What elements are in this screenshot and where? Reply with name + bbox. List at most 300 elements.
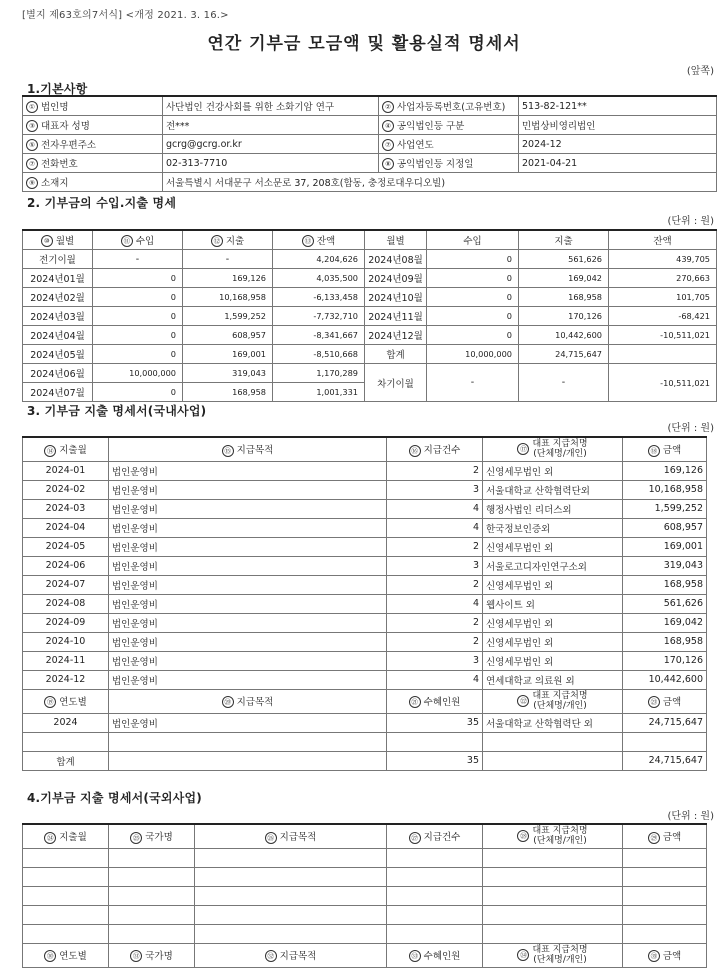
- info-row: [23, 96, 717, 116]
- item-number-icon: ㉛: [130, 950, 142, 962]
- info-label: [23, 116, 163, 135]
- item-number-icon: ⑪: [121, 235, 133, 247]
- header-label: 수혜인원: [423, 696, 461, 708]
- item-number-icon: ⑨: [26, 177, 38, 189]
- header-label: 대표 지급처명: [532, 826, 588, 837]
- header-sublabel: (단체명/개인): [533, 701, 587, 711]
- expense-cell: 169,042: [519, 269, 609, 288]
- balance-cell: 439,705: [609, 250, 717, 269]
- table-row: [23, 651, 707, 670]
- count-cell: 4: [387, 499, 483, 518]
- header-row: [23, 437, 707, 461]
- column-header: [109, 437, 387, 461]
- column-header: [109, 824, 195, 848]
- item-number-icon: ⑧: [382, 158, 394, 170]
- item-number-icon: ①: [26, 101, 38, 113]
- label-text: 전화번호: [41, 158, 78, 170]
- month-cell: 2024년02월: [23, 288, 93, 307]
- expense-cell: 170,126: [519, 307, 609, 326]
- payee-cell: 신영세무법인 외: [483, 537, 623, 556]
- column-header: [387, 689, 483, 713]
- month-cell: 2024-08: [23, 594, 109, 613]
- month-cell: 2024-01: [23, 461, 109, 480]
- header-label: 월별: [386, 236, 405, 247]
- payee-cell: 웹사이트 외: [483, 594, 623, 613]
- table-row: [23, 537, 707, 556]
- column-header: [623, 689, 707, 713]
- header-label: 수혜인원: [423, 950, 461, 962]
- empty-row: [23, 924, 707, 943]
- item-number-icon: ⑯: [409, 445, 421, 457]
- amount-cell: 319,043: [623, 556, 707, 575]
- month-cell: 2024년12월: [365, 326, 427, 345]
- item-number-icon: ㉜: [265, 950, 277, 962]
- info-row: [23, 116, 717, 135]
- header-label: 연도별: [59, 950, 87, 962]
- section3-title: 3. 기부금 지출 명세서(국내사업): [27, 404, 207, 418]
- header-label: 대표 지급처명: [532, 945, 588, 955]
- item-number-icon: ③: [26, 120, 38, 132]
- item-number-icon: ⑫: [211, 235, 223, 247]
- month-cell: 2024년07월: [23, 383, 93, 402]
- amount-cell: 1,599,252: [623, 499, 707, 518]
- balance-cell: -68,421: [609, 307, 717, 326]
- month-cell: 합계: [365, 345, 427, 364]
- header-label: 지급목적: [236, 445, 274, 456]
- empty-row: [23, 886, 707, 905]
- label-text: 공익법인등 지정일: [397, 158, 474, 170]
- balance-cell: 1,001,331: [273, 383, 365, 402]
- column-header: [623, 824, 707, 848]
- overseas-expense-table: [22, 823, 707, 968]
- header-label: 국가명: [145, 950, 173, 962]
- header-row: [23, 230, 717, 250]
- table-row: [23, 326, 717, 345]
- amount-cell: 24,715,647: [623, 713, 707, 732]
- item-number-icon: ㉕: [130, 832, 142, 844]
- amount-cell: 10,168,958: [623, 480, 707, 499]
- header-label: 국가명: [145, 832, 173, 843]
- carry-expense: -: [519, 364, 609, 402]
- month-cell: 2024년11월: [365, 307, 427, 326]
- column-header: [195, 943, 387, 967]
- purpose-cell: 법인운영비: [109, 670, 387, 689]
- count-cell: 2: [387, 575, 483, 594]
- balance-cell: [609, 345, 717, 364]
- amount-cell: 10,442,600: [623, 670, 707, 689]
- item-number-icon: ㉔: [44, 832, 56, 844]
- expense-cell: 319,043: [183, 364, 273, 383]
- expense-cell: 10,168,958: [183, 288, 273, 307]
- count-cell: 4: [387, 670, 483, 689]
- carry-income: -: [427, 364, 519, 402]
- header-label: 금액: [662, 445, 682, 456]
- balance-cell: 4,204,626: [273, 250, 365, 269]
- info-label: [379, 154, 519, 173]
- purpose-cell: 법인운영비: [109, 651, 387, 670]
- count-cell: 3: [387, 556, 483, 575]
- item-number-icon: ⑰: [517, 443, 529, 455]
- table-row: [23, 288, 717, 307]
- balance-cell: -8,341,667: [273, 326, 365, 345]
- count-cell: 2: [387, 613, 483, 632]
- month-cell: 2024-02: [23, 480, 109, 499]
- item-number-icon: ㉚: [44, 950, 56, 962]
- header-sublabel: (단체명/개인): [533, 449, 587, 460]
- column-header: [273, 230, 365, 250]
- column-header: [195, 824, 387, 848]
- address-value: 서울특별시 서대문구 서소문로 37, 208호(합동, 충정로대우디오빌): [163, 173, 717, 192]
- beneficiary-cell: 35: [387, 713, 483, 732]
- expense-cell: 10,442,600: [519, 326, 609, 345]
- column-header: [93, 230, 183, 250]
- header-sublabel: (단체명/개인): [533, 955, 587, 965]
- header-label: 지급목적: [279, 832, 317, 843]
- payee-cell: 서울로고디자인연구소외: [483, 556, 623, 575]
- purpose-cell: 법인운영비: [109, 613, 387, 632]
- header-label: 지출월: [59, 832, 87, 843]
- item-number-icon: ㉗: [409, 832, 421, 844]
- header-label: 지출: [554, 236, 573, 247]
- item-number-icon: ⑤: [26, 139, 38, 151]
- payee-cell: 신영세무법인 외: [483, 613, 623, 632]
- column-header: [23, 689, 109, 713]
- item-number-icon: ㉓: [648, 696, 660, 708]
- header-label: 연도별: [59, 696, 87, 708]
- item-number-icon: ⑩: [41, 235, 53, 247]
- carry-balance: -10,511,021: [609, 364, 717, 402]
- expense-cell: 561,626: [519, 250, 609, 269]
- header-label: 대표 지급처명: [532, 439, 588, 450]
- item-number-icon: ⑳: [222, 696, 234, 708]
- info-value: 02-313-7710: [163, 154, 379, 173]
- expense-cell: 169,001: [183, 345, 273, 364]
- month-cell: 2024년04월: [23, 326, 93, 345]
- balance-cell: -8,510,668: [273, 345, 365, 364]
- info-value: 2024-12: [519, 135, 717, 154]
- header-label: 지출월: [59, 445, 87, 456]
- label-text: 대표자 성명: [41, 120, 90, 132]
- amount-cell: 169,126: [623, 461, 707, 480]
- table-row: [23, 307, 717, 326]
- column-header: [483, 943, 623, 967]
- header-label: 잔액: [653, 236, 672, 247]
- income-cell: 0: [93, 345, 183, 364]
- info-label: [23, 173, 163, 192]
- month-cell: 2024-09: [23, 613, 109, 632]
- item-number-icon: ⑬: [302, 235, 314, 247]
- empty-row: [23, 867, 707, 886]
- header-label: 지출: [225, 235, 245, 247]
- month-cell: 2024-11: [23, 651, 109, 670]
- amount-cell: 561,626: [623, 594, 707, 613]
- item-number-icon: ⑦: [26, 158, 38, 170]
- item-number-icon: ⑲: [44, 696, 56, 708]
- column-header: [387, 824, 483, 848]
- column-header: [109, 689, 387, 713]
- header-label: 지급목적: [279, 950, 317, 962]
- payee-cell: 신영세무법인 외: [483, 575, 623, 594]
- header-sublabel: (단체명/개인): [533, 836, 587, 847]
- column-header: [387, 437, 483, 461]
- label-text: 사업자등록번호(고유번호): [397, 101, 506, 113]
- month-cell: 2024-12: [23, 670, 109, 689]
- column-header: [23, 437, 109, 461]
- payee-cell: 한국정보인증외: [483, 518, 623, 537]
- label-text: 소재지: [41, 177, 69, 189]
- table-row: [23, 250, 717, 269]
- side-note: (앞쪽): [686, 66, 714, 77]
- item-number-icon: ④: [382, 120, 394, 132]
- header-label: 지급건수: [423, 445, 461, 456]
- income-cell: 10,000,000: [93, 364, 183, 383]
- income-cell: -: [93, 250, 183, 269]
- section2-title: 2. 기부금의 수입.지출 명세: [27, 196, 177, 210]
- header-row: [23, 943, 707, 967]
- total-amount: 24,715,647: [623, 751, 707, 770]
- month-cell: 2024년01월: [23, 269, 93, 288]
- count-cell: 3: [387, 651, 483, 670]
- total-count: 35: [387, 751, 483, 770]
- expense-cell: 24,715,647: [519, 345, 609, 364]
- month-cell: 2024-07: [23, 575, 109, 594]
- expense-cell: 169,126: [183, 269, 273, 288]
- column-header: [483, 824, 623, 848]
- label-text: 사업연도: [397, 139, 434, 151]
- expense-cell: 608,957: [183, 326, 273, 345]
- amount-cell: 169,042: [623, 613, 707, 632]
- header-label: 금액: [662, 696, 682, 708]
- purpose-cell: 법인운영비: [109, 575, 387, 594]
- info-value: 사단법인 건강사회를 위한 소화기암 연구: [163, 96, 379, 116]
- info-label: [379, 135, 519, 154]
- column-header: [23, 230, 93, 250]
- table-row: [23, 713, 707, 732]
- header-label: 수입: [135, 235, 155, 247]
- purpose-cell: 법인운영비: [109, 461, 387, 480]
- column-header: [183, 230, 273, 250]
- column-header: [623, 943, 707, 967]
- column-header: [427, 230, 519, 250]
- count-cell: 4: [387, 594, 483, 613]
- income-expense-table: [22, 229, 717, 402]
- month-cell: 2024년03월: [23, 307, 93, 326]
- payee-cell: 서울대학교 산학협력단 외: [483, 713, 623, 732]
- table-row: [23, 364, 717, 383]
- label-text: 공익법인등 구분: [397, 120, 465, 132]
- count-cell: 2: [387, 537, 483, 556]
- payee-cell: 신영세무법인 외: [483, 651, 623, 670]
- header-row: [23, 689, 707, 713]
- income-cell: 0: [427, 307, 519, 326]
- income-cell: 0: [93, 307, 183, 326]
- amount-cell: 170,126: [623, 651, 707, 670]
- income-cell: 0: [427, 269, 519, 288]
- info-value: 민법상비영리법인: [519, 116, 717, 135]
- empty-row: [23, 732, 707, 751]
- item-number-icon: ⑭: [44, 445, 56, 457]
- item-number-icon: ㉟: [648, 950, 660, 962]
- income-cell: 0: [427, 326, 519, 345]
- purpose-cell: 법인운영비: [109, 713, 387, 732]
- section2-unit: (단위 : 원): [667, 216, 714, 227]
- amount-cell: 608,957: [623, 518, 707, 537]
- item-number-icon: ㉑: [409, 696, 421, 708]
- amount-cell: 168,958: [623, 632, 707, 651]
- info-row: [23, 154, 717, 173]
- table-row: [23, 480, 707, 499]
- info-label: [23, 135, 163, 154]
- month-cell: 2024년05월: [23, 345, 93, 364]
- carry-over-label: 차기이월: [365, 364, 427, 402]
- month-cell: 2024년09월: [365, 269, 427, 288]
- income-cell: 10,000,000: [427, 345, 519, 364]
- purpose-cell: 법인운영비: [109, 518, 387, 537]
- header-row: [23, 824, 707, 848]
- info-label: [379, 96, 519, 116]
- header-label: 수입: [463, 236, 482, 247]
- balance-cell: 1,170,289: [273, 364, 365, 383]
- amount-cell: 168,958: [623, 575, 707, 594]
- balance-cell: 4,035,500: [273, 269, 365, 288]
- balance-cell: -6,133,458: [273, 288, 365, 307]
- column-header: [387, 943, 483, 967]
- column-header: [23, 943, 109, 967]
- purpose-cell: 법인운영비: [109, 556, 387, 575]
- section4-title: 4.기부금 지출 명세서(국외사업): [27, 791, 202, 805]
- balance-cell: -10,511,021: [609, 326, 717, 345]
- count-cell: 3: [387, 480, 483, 499]
- table-row: [23, 594, 707, 613]
- item-number-icon: ⑮: [222, 445, 234, 457]
- section4-unit: (단위 : 원): [667, 811, 714, 822]
- income-cell: 0: [427, 250, 519, 269]
- table-row: [23, 518, 707, 537]
- income-cell: 0: [93, 288, 183, 307]
- empty-row: [23, 905, 707, 924]
- table-row: [23, 670, 707, 689]
- month-cell: 2024-05: [23, 537, 109, 556]
- table-row: [23, 345, 717, 364]
- column-header: [483, 689, 623, 713]
- header-label: 대표 지급처명: [532, 691, 588, 701]
- purpose-cell: 법인운영비: [109, 499, 387, 518]
- expense-cell: 168,958: [183, 383, 273, 402]
- expense-cell: 1,599,252: [183, 307, 273, 326]
- purpose-cell: 법인운영비: [109, 594, 387, 613]
- section3-unit: (단위 : 원): [667, 423, 714, 434]
- balance-cell: 270,663: [609, 269, 717, 288]
- table-row: [23, 269, 717, 288]
- table-row: [23, 632, 707, 651]
- empty-row: [23, 848, 707, 867]
- purpose-cell: 법인운영비: [109, 632, 387, 651]
- label-text: 전자우편주소: [41, 139, 97, 151]
- month-cell: 2024-06: [23, 556, 109, 575]
- income-cell: 0: [427, 288, 519, 307]
- amount-cell: 169,001: [623, 537, 707, 556]
- column-header: [109, 943, 195, 967]
- header-label: 월별: [55, 235, 75, 247]
- total-label: 합계: [23, 751, 109, 770]
- item-number-icon: ㉝: [409, 950, 421, 962]
- address-row: [23, 173, 717, 192]
- month-cell: 2024-04: [23, 518, 109, 537]
- total-row: [23, 751, 707, 770]
- column-header: [23, 824, 109, 848]
- count-cell: 2: [387, 461, 483, 480]
- header-label: 금액: [662, 832, 682, 843]
- payee-cell: 서울대학교 산학협력단외: [483, 480, 623, 499]
- month-cell: 2024-03: [23, 499, 109, 518]
- info-label: [379, 116, 519, 135]
- domestic-expense-table: [22, 436, 707, 771]
- month-cell: 2024년10월: [365, 288, 427, 307]
- purpose-cell: 법인운영비: [109, 480, 387, 499]
- column-header: [519, 230, 609, 250]
- count-cell: 4: [387, 518, 483, 537]
- header-label: 지급목적: [236, 696, 274, 708]
- info-value: 2021-04-21: [519, 154, 717, 173]
- item-number-icon: ⑱: [648, 445, 660, 457]
- payee-cell: 신영세무법인 외: [483, 461, 623, 480]
- info-value: gcrg@gcrg.or.kr: [163, 135, 379, 154]
- income-cell: 0: [93, 326, 183, 345]
- table-row: [23, 556, 707, 575]
- section1-title: 1.기본사항: [27, 82, 88, 96]
- page-title: 연간 기부금 모금액 및 활용실적 명세서: [207, 34, 521, 54]
- purpose-cell: 법인운영비: [109, 537, 387, 556]
- item-number-icon: ⑦: [382, 139, 394, 151]
- info-label: [23, 96, 163, 116]
- basic-info-table: [22, 95, 717, 192]
- item-number-icon: ㉒: [517, 695, 529, 707]
- balance-cell: 101,705: [609, 288, 717, 307]
- table-row: [23, 613, 707, 632]
- payee-cell: 신영세무법인 외: [483, 632, 623, 651]
- column-header: [623, 437, 707, 461]
- info-value: 513-82-121**: [519, 96, 717, 116]
- item-number-icon: ②: [382, 101, 394, 113]
- month-cell: 전기이월: [23, 250, 93, 269]
- item-number-icon: ㉙: [648, 832, 660, 844]
- header-label: 잔액: [316, 235, 336, 247]
- label-text: 법인명: [41, 101, 69, 113]
- year-cell: 2024: [23, 713, 109, 732]
- payee-cell: 행정사법인 리더스외: [483, 499, 623, 518]
- expense-cell: -: [183, 250, 273, 269]
- header-label: 금액: [662, 950, 682, 962]
- balance-cell: -7,732,710: [273, 307, 365, 326]
- month-cell: 2024년06월: [23, 364, 93, 383]
- month-cell: 2024년08월: [365, 250, 427, 269]
- column-header: [609, 230, 717, 250]
- item-number-icon: ㉖: [265, 832, 277, 844]
- header-label: 지급건수: [423, 832, 461, 843]
- table-row: [23, 575, 707, 594]
- count-cell: 2: [387, 632, 483, 651]
- table-row: [23, 499, 707, 518]
- item-number-icon: ㉘: [517, 830, 529, 842]
- table-row: [23, 461, 707, 480]
- expense-cell: 168,958: [519, 288, 609, 307]
- month-cell: 2024-10: [23, 632, 109, 651]
- info-label: [23, 154, 163, 173]
- info-row: [23, 135, 717, 154]
- income-cell: 0: [93, 269, 183, 288]
- column-header: [483, 437, 623, 461]
- column-header: [365, 230, 427, 250]
